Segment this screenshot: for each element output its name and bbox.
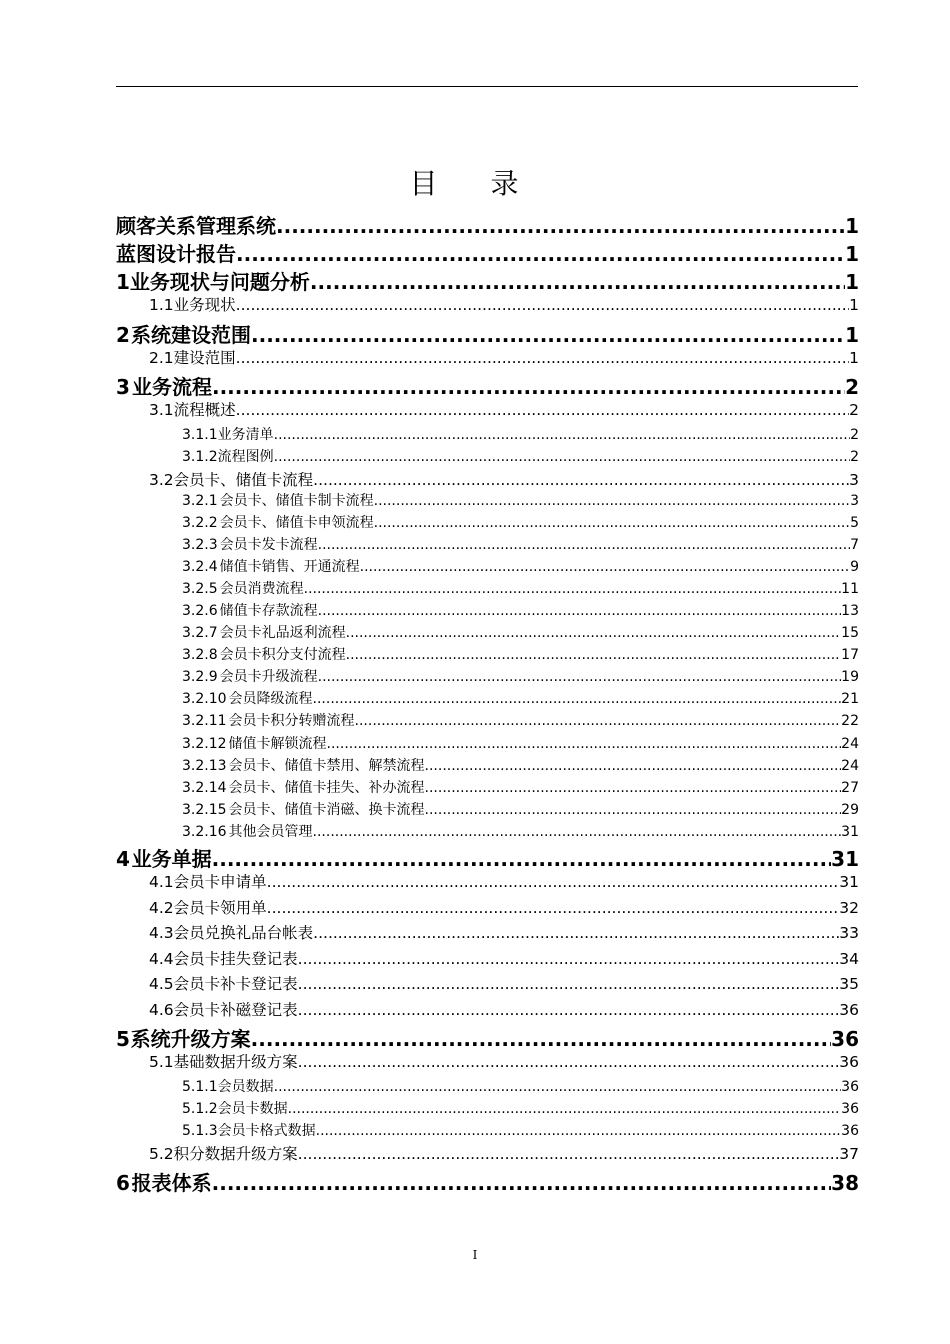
toc-entry-title: 会员卡、储值卡制卡流程: [219, 492, 374, 509]
toc-entry-title: 会员卡发卡流程: [219, 536, 318, 553]
toc-entry-page: 33: [839, 924, 859, 942]
toc-entry-number: 3.2.6: [182, 602, 218, 619]
table-of-contents: [116, 210, 859, 1194]
toc-entry[interactable]: [116, 238, 859, 266]
toc-entry[interactable]: [116, 947, 859, 973]
toc-entry-number: 3: [116, 375, 130, 399]
toc-entry-page: 2: [850, 426, 859, 443]
toc-dot-leader: [425, 780, 842, 796]
toc-entry-page: 36: [841, 1122, 859, 1139]
toc-entry-number: 1.1: [149, 296, 174, 314]
toc-entry-title: 业务清单: [217, 426, 274, 443]
toc-entry-page: 11: [841, 580, 859, 597]
toc-entry[interactable]: [116, 644, 859, 666]
toc-entry[interactable]: [116, 424, 859, 446]
toc-entry-title: 会员卡格式数据: [217, 1122, 316, 1139]
toc-entry-title: 储值卡存款流程: [219, 602, 318, 619]
toc-entry-number: 3.2.14: [182, 779, 227, 796]
toc-entry-number: 3.2.1: [182, 492, 218, 509]
toc-entry[interactable]: [116, 1076, 859, 1098]
toc-entry[interactable]: [116, 921, 859, 947]
toc-entry-title: 业务现状与问题分析: [129, 270, 310, 294]
toc-entry-number: 5.1.3: [182, 1122, 218, 1139]
toc-dot-leader: [318, 603, 842, 619]
toc-entry-title: 会员卡、储值卡挂失、补办流程: [228, 779, 425, 796]
toc-dot-leader: [316, 1123, 842, 1139]
toc-entry-page: 38: [831, 1171, 859, 1195]
toc-entry-title: 会员卡积分转赠流程: [228, 713, 355, 730]
toc-entry-title: 系统建设范围: [131, 322, 251, 347]
toc-entry[interactable]: [116, 293, 859, 319]
toc-entry[interactable]: [116, 821, 859, 843]
toc-entry[interactable]: [116, 799, 859, 821]
toc-dot-leader: [425, 802, 842, 818]
toc-dot-leader: [274, 427, 850, 443]
toc-entry-title: 会员消费流程: [219, 580, 304, 597]
toc-entry[interactable]: [116, 843, 859, 870]
toc-entry-title: 顾客关系管理系统: [116, 214, 276, 238]
toc-dot-leader: [251, 1027, 832, 1051]
toc-entry-page: 29: [841, 801, 859, 818]
toc-dot-leader: [346, 625, 842, 641]
toc-entry-number: 3.1.1: [182, 426, 218, 443]
toc-entry-page: 19: [841, 669, 859, 686]
toc-entry-page: 36: [841, 1078, 859, 1095]
toc-entry-page: 9: [850, 558, 859, 575]
toc-entry-page: 2: [849, 401, 859, 419]
toc-entry-number: 4.4: [149, 949, 174, 968]
toc-entry-page: 1: [849, 348, 859, 367]
toc-entry-number: 5.1: [149, 1053, 174, 1071]
toc-dot-leader: [251, 323, 845, 347]
toc-entry-number: 5: [116, 1027, 130, 1051]
toc-dot-leader: [236, 401, 849, 419]
toc-dot-leader: [274, 1079, 842, 1095]
toc-entry-number: 4: [116, 847, 130, 871]
toc-entry-page: 3: [849, 470, 859, 489]
toc-entry[interactable]: [116, 534, 859, 556]
toc-dot-leader: [298, 950, 840, 968]
toc-entry-number: 3.2.3: [182, 536, 218, 553]
toc-entry-number: 3.2.2: [182, 514, 218, 531]
toc-entry[interactable]: [116, 710, 859, 732]
toc-entry-number: 3.2.4: [182, 558, 218, 575]
toc-entry[interactable]: [116, 578, 859, 600]
footer-page-number: I: [472, 1248, 478, 1262]
toc-entry-number: 2: [116, 322, 130, 347]
toc-entry-number: 2.1: [149, 348, 174, 367]
toc-entry-title: 储值卡销售、开通流程: [219, 558, 360, 575]
toc-entry-title: 会员卡积分支付流程: [219, 647, 346, 664]
toc-dot-leader: [310, 270, 845, 294]
toc-entry-title: 会员卡补卡登记表: [173, 975, 298, 993]
toc-entry[interactable]: [116, 1142, 859, 1168]
toc-entry[interactable]: [116, 266, 859, 293]
toc-dot-leader: [346, 647, 842, 663]
toc-entry-title: 业务现状: [173, 296, 236, 314]
toc-dot-leader: [313, 824, 842, 840]
toc-entry-title: 会员卡、储值卡流程: [173, 470, 314, 489]
toc-entry[interactable]: [116, 896, 859, 922]
toc-entry[interactable]: [116, 870, 859, 896]
toc-entry-number: 3.2.5: [182, 580, 218, 597]
toc-dot-leader: [212, 847, 832, 871]
toc-entry-title: 会员卡申请单: [173, 873, 267, 891]
toc-entry-number: 1: [116, 270, 130, 294]
toc-dot-leader: [318, 537, 850, 553]
toc-entry-number: 5.1.2: [182, 1100, 218, 1117]
toc-dot-leader: [318, 669, 842, 685]
toc-entry-page: 15: [841, 625, 859, 642]
toc-entry-title: 业务单据: [131, 847, 212, 871]
toc-entry-title: 会员卡、储值卡消磁、换卡流程: [228, 801, 425, 818]
toc-entry[interactable]: [116, 1120, 859, 1142]
toc-entry[interactable]: [116, 1050, 859, 1076]
toc-entry-page: 13: [841, 602, 859, 619]
toc-entry-page: 24: [841, 757, 859, 774]
toc-entry[interactable]: [116, 512, 859, 534]
toc-entry-title: 会员降级流程: [228, 691, 313, 708]
toc-entry-page: 2: [845, 375, 859, 399]
toc-entry-page: 5: [850, 514, 859, 531]
toc-entry[interactable]: [116, 666, 859, 688]
toc-entry-title: 会员兑换礼品台帐表: [173, 924, 314, 942]
toc-entry[interactable]: [116, 556, 859, 578]
toc-entry-page: 21: [841, 691, 859, 708]
toc-entry-title: 报表体系: [131, 1171, 212, 1195]
toc-entry-title: 流程图例: [217, 448, 274, 465]
toc-dot-leader: [298, 975, 840, 993]
toc-entry[interactable]: [116, 319, 859, 346]
toc-entry-title: 会员卡领用单: [173, 898, 267, 917]
toc-dot-leader: [360, 559, 850, 575]
toc-dot-leader: [267, 899, 840, 917]
toc-dot-leader: [327, 736, 842, 752]
toc-entry-title: 业务流程: [131, 375, 212, 399]
toc-entry[interactable]: [116, 1023, 859, 1050]
toc-entry[interactable]: [116, 398, 859, 424]
toc-dot-leader: [236, 349, 849, 367]
toc-entry-number: 4.2: [149, 898, 174, 917]
toc-entry-page: 7: [850, 536, 859, 553]
toc-entry-title: 会员卡升级流程: [219, 669, 318, 686]
toc-title: 目 录: [409, 167, 541, 200]
toc-entry-page: 1: [845, 322, 859, 347]
toc-dot-leader: [425, 758, 842, 774]
toc-entry-title: 会员数据: [217, 1078, 274, 1095]
toc-entry-page: 22: [841, 713, 859, 730]
toc-entry-number: 3.2.10: [182, 691, 227, 708]
toc-entry[interactable]: [116, 1167, 859, 1194]
toc-entry-page: 31: [831, 847, 859, 871]
toc-entry-number: 3.2.8: [182, 647, 218, 664]
toc-entry[interactable]: [116, 733, 859, 755]
toc-entry[interactable]: [116, 777, 859, 799]
toc-entry[interactable]: [116, 1098, 859, 1120]
toc-entry-title: 会员卡、储值卡申领流程: [219, 514, 374, 531]
toc-entry-title: 会员卡、储值卡禁用、解禁流程: [228, 757, 425, 774]
toc-dot-leader: [374, 515, 850, 531]
toc-entry-number: 3.2.15: [182, 801, 227, 818]
toc-entry-title: 会员卡礼品返利流程: [219, 625, 346, 642]
toc-dot-leader: [313, 471, 849, 489]
toc-dot-leader: [212, 375, 845, 399]
toc-dot-leader: [355, 713, 842, 729]
toc-entry-number: 3.2.12: [182, 735, 227, 752]
toc-entry[interactable]: [116, 972, 859, 998]
toc-entry-title: 会员卡补磁登记表: [173, 1000, 298, 1019]
toc-entry-title: 会员卡数据: [217, 1100, 288, 1117]
toc-entry-page: 31: [839, 873, 859, 891]
toc-entry-page: 1: [845, 214, 859, 238]
toc-entry-number: 4.5: [149, 975, 174, 993]
toc-entry-title: 系统升级方案: [130, 1027, 251, 1051]
toc-entry[interactable]: [116, 622, 859, 644]
toc-dot-leader: [236, 296, 849, 314]
toc-entry-page: 1: [849, 296, 859, 314]
toc-entry-page: 31: [841, 823, 859, 840]
toc-entry-number: 6: [116, 1171, 130, 1195]
toc-entry[interactable]: [116, 490, 859, 512]
toc-entry-title: 储值卡解锁流程: [228, 735, 327, 752]
toc-entry-title: 基础数据升级方案: [173, 1053, 298, 1071]
toc-entry-page: 36: [839, 1000, 859, 1019]
toc-dot-leader: [298, 1145, 840, 1163]
toc-entry-page: 34: [839, 949, 859, 968]
toc-entry-number: 4.3: [149, 924, 174, 942]
toc-entry-number: 3.2.9: [182, 669, 218, 686]
toc-entry-number: 3.2.11: [182, 713, 227, 730]
toc-entry-title: 蓝图设计报告: [116, 242, 236, 266]
toc-entry-title: 建设范围: [173, 348, 236, 367]
toc-entry-page: 17: [841, 647, 859, 664]
toc-entry[interactable]: [116, 468, 859, 490]
toc-entry[interactable]: [116, 998, 859, 1024]
toc-entry-page: 32: [839, 898, 859, 917]
toc-entry-title: 流程概述: [173, 401, 236, 419]
toc-entry[interactable]: [116, 446, 859, 468]
toc-entry-number: 5.1.1: [182, 1078, 218, 1095]
toc-entry[interactable]: [116, 688, 859, 710]
toc-dot-leader: [267, 873, 840, 891]
toc-entry-page: 36: [839, 1053, 859, 1071]
toc-entry-number: 5.2: [149, 1144, 174, 1163]
toc-entry-number: 4.6: [149, 1000, 174, 1019]
toc-dot-leader: [313, 924, 839, 942]
toc-dot-leader: [236, 242, 845, 266]
header-rule: [116, 86, 858, 87]
toc-entry-page: 27: [841, 779, 859, 796]
toc-entry[interactable]: [116, 600, 859, 622]
toc-entry-number: 3.2.7: [182, 625, 218, 642]
toc-dot-leader: [212, 1171, 832, 1195]
toc-entry[interactable]: [116, 210, 859, 238]
toc-dot-leader: [313, 691, 842, 707]
toc-entry-page: 3: [850, 492, 859, 509]
toc-dot-leader: [304, 581, 842, 597]
toc-entry-page: 1: [845, 270, 859, 294]
toc-dot-leader: [298, 1053, 840, 1071]
toc-entry-title: 会员卡挂失登记表: [173, 949, 298, 968]
toc-dot-leader: [288, 1101, 842, 1117]
toc-entry-page: 2: [850, 448, 859, 465]
toc-entry-page: 36: [831, 1027, 859, 1051]
toc-entry[interactable]: [116, 371, 859, 398]
toc-entry[interactable]: [116, 755, 859, 777]
toc-entry-number: 3.2.13: [182, 757, 227, 774]
toc-dot-leader: [374, 493, 850, 509]
toc-entry[interactable]: [116, 346, 859, 372]
toc-entry-page: 36: [841, 1100, 859, 1117]
toc-entry-page: 24: [841, 735, 859, 752]
toc-entry-title: 其他会员管理: [228, 823, 313, 840]
toc-entry-page: 1: [845, 242, 859, 266]
toc-entry-number: 3.2.16: [182, 823, 227, 840]
toc-entry-title: 积分数据升级方案: [173, 1144, 298, 1163]
toc-entry-number: 4.1: [149, 873, 174, 891]
toc-entry-number: 3.2: [149, 470, 174, 489]
toc-dot-leader: [274, 449, 850, 465]
toc-dot-leader: [276, 214, 845, 238]
toc-dot-leader: [298, 1001, 840, 1019]
toc-entry-number: 3.1.2: [182, 448, 218, 465]
toc-entry-page: 37: [839, 1144, 859, 1163]
toc-entry-page: 35: [839, 975, 859, 993]
toc-entry-number: 3.1: [149, 401, 174, 419]
